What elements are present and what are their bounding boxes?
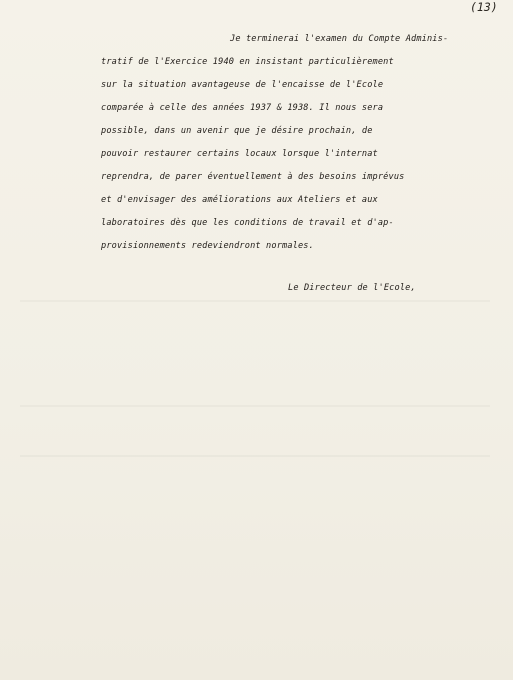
paragraph-line: et d'envisager des améliorations aux Ateliers et aux [101, 195, 378, 205]
paragraph-line: pouvoir restaurer certains locaux lorsque l'internat [101, 149, 378, 159]
signature-line: Le Directeur de l'Ecole, [288, 283, 416, 293]
paper-texture-line [20, 405, 490, 407]
page-number: (13) [470, 0, 498, 14]
paragraph-line: provisionnements redeviendront normales. [101, 241, 314, 251]
paragraph-line: Je terminerai l'examen du Compte Adminis- [230, 34, 449, 44]
paragraph-line: possible, dans un avenir que je désire prochain, de [101, 126, 373, 136]
paragraph-line: laboratoires dès que les conditions de travail et d'ap- [101, 218, 394, 228]
paper-texture-line [20, 300, 490, 302]
paragraph-line: tratif de l'Exercice 1940 en insistant particulièrement [101, 57, 394, 67]
paragraph-line: comparée à celle des années 1937 & 1938. Il nous sera [101, 103, 384, 113]
paragraph-line: sur la situation avantageuse de l'encaisse de l'Ecole [101, 80, 384, 90]
paragraph-line: reprendra, de parer éventuellement à des besoins imprévus [101, 172, 405, 182]
paper-texture-line [20, 455, 490, 457]
